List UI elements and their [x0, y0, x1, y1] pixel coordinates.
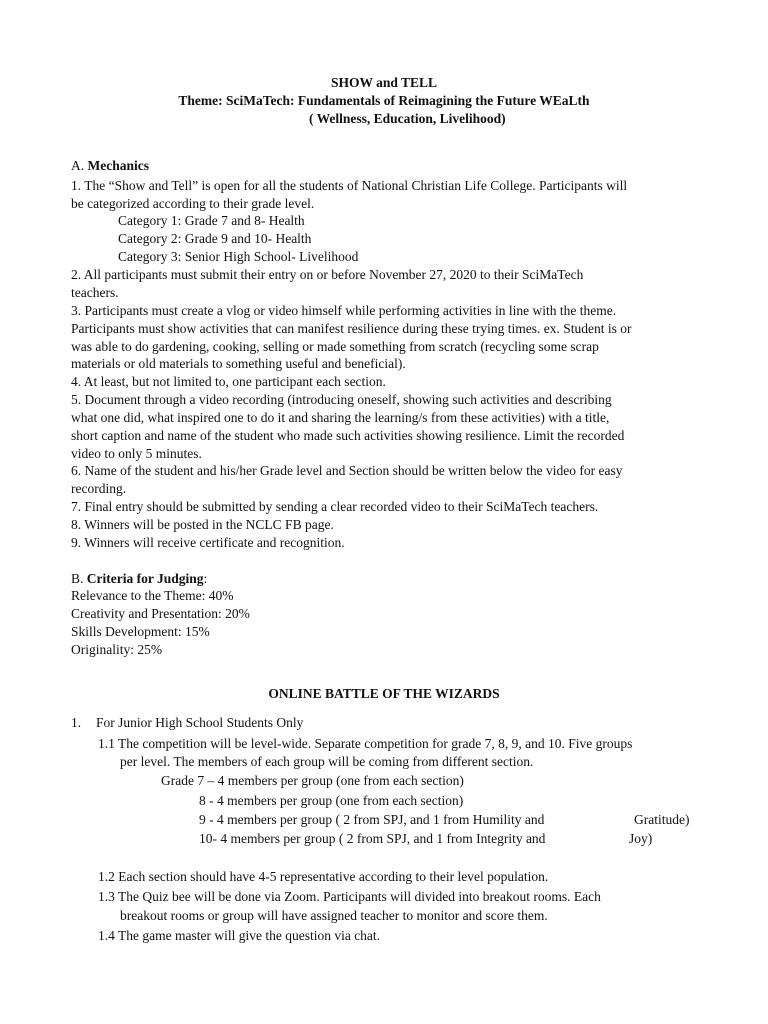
grade-line: Grade 7 – 4 members per group (one from each section)	[161, 773, 464, 788]
section-b-title: Criteria for Judging	[86, 571, 204, 586]
wizards-sub-item: 1.2 Each section should have 4-5 representative according to their level population.	[98, 869, 549, 884]
mechanics-line: short caption and name of the student who made such activities showing resilience. Limit the recorded	[71, 428, 625, 443]
mechanics-line: be categorized according to their grade level.	[71, 196, 315, 211]
mechanics-line: 1. The “Show and Tell” is open for all the students of National Christian Life College. Participants will	[71, 178, 628, 193]
mechanics-line: Participants must show activities that can manifest resilience during these trying times. ex. Student is or	[71, 321, 632, 336]
mechanics-line: 8. Winners will be posted in the NCLC FB page.	[71, 517, 334, 532]
wizards-sub-item: 1.3 The Quiz bee will be done via Zoom. Participants will divided into breakout rooms. Each	[98, 889, 601, 904]
grade-line-tail: Gratitude)	[634, 812, 690, 827]
wizards-sub-item: 1.1 The competition will be level-wide. Separate competition for grade 7, 8, 9, and 10. Five groups	[98, 736, 633, 751]
mechanics-line: materials or old materials to something useful and beneficial).	[71, 356, 406, 371]
doc-subtheme: ( Wellness, Education, Livelihood)	[309, 111, 506, 126]
mechanics-line: was able to do gardening, cooking, selling or made something from scratch (recycling some scrap	[71, 339, 599, 354]
mechanics-line: 5. Document through a video recording (introducing oneself, showing such activities and describing	[71, 392, 612, 407]
mechanics-line: 6. Name of the student and his/her Grade level and Section should be written below the video for easy	[71, 463, 623, 478]
mechanics-line: recording.	[71, 481, 127, 496]
category-line: Category 3: Senior High School- Livelihood	[118, 249, 359, 264]
section-a-title: Mechanics	[87, 158, 149, 173]
criteria-line: Skills Development: 15%	[71, 624, 210, 639]
doc-theme: Theme: SciMaTech: Fundamentals of Reimagining the Future WEaLth	[178, 93, 590, 108]
mechanics-line: what one did, what inspired one to do it and sharing the learning/s from these activities) with a title,	[71, 410, 610, 425]
criteria-line: Relevance to the Theme: 40%	[71, 588, 234, 603]
mechanics-line: teachers.	[71, 285, 119, 300]
grade-line-tail: Joy)	[629, 831, 653, 846]
wizards-item-number: 1.	[71, 715, 82, 730]
section-b-letter: B.	[71, 571, 84, 586]
grade-line: 9 - 4 members per group ( 2 from SPJ, and 1 from Humility and	[199, 812, 545, 827]
mechanics-line: 7. Final entry should be submitted by sending a clear recorded video to their SciMaTech teachers.	[71, 499, 599, 514]
criteria-line: Creativity and Presentation: 20%	[71, 606, 250, 621]
category-line: Category 2: Grade 9 and 10- Health	[118, 231, 312, 246]
category-line: Category 1: Grade 7 and 8- Health	[118, 213, 305, 228]
doc-title: SHOW and TELL	[330, 75, 438, 90]
wizards-sub-item: 1.4 The game master will give the question via chat.	[98, 928, 381, 943]
wizards-sub-item-cont: breakout rooms or group will have assigned teacher to monitor and score them.	[120, 908, 548, 923]
wizards-item-text: For Junior High School Students Only	[96, 715, 304, 730]
section-a-letter: A.	[71, 158, 85, 173]
mechanics-line: 2. All participants must submit their entry on or before November 27, 2020 to their SciMaTech	[71, 267, 584, 282]
mechanics-line: video to only 5 minutes.	[71, 446, 202, 461]
grade-line: 8 - 4 members per group (one from each section)	[199, 793, 464, 808]
section-b-heading	[71, 570, 207, 588]
mechanics-line: 9. Winners will receive certificate and recognition.	[71, 535, 345, 550]
grade-line: 10- 4 members per group ( 2 from SPJ, and 1 from Integrity and	[199, 831, 546, 846]
wizards-title: ONLINE BATTLE OF THE WIZARDS	[268, 686, 500, 701]
section-a-heading	[71, 157, 149, 175]
mechanics-line: 3. Participants must create a vlog or video himself while performing activities in line with the theme.	[71, 303, 617, 318]
wizards-sub-item-cont: per level. The members of each group will be coming from different section.	[120, 754, 534, 769]
mechanics-line: 4. At least, but not limited to, one participant each section.	[71, 374, 386, 389]
section-b-colon: :	[203, 571, 208, 586]
criteria-line: Originality: 25%	[71, 642, 163, 657]
